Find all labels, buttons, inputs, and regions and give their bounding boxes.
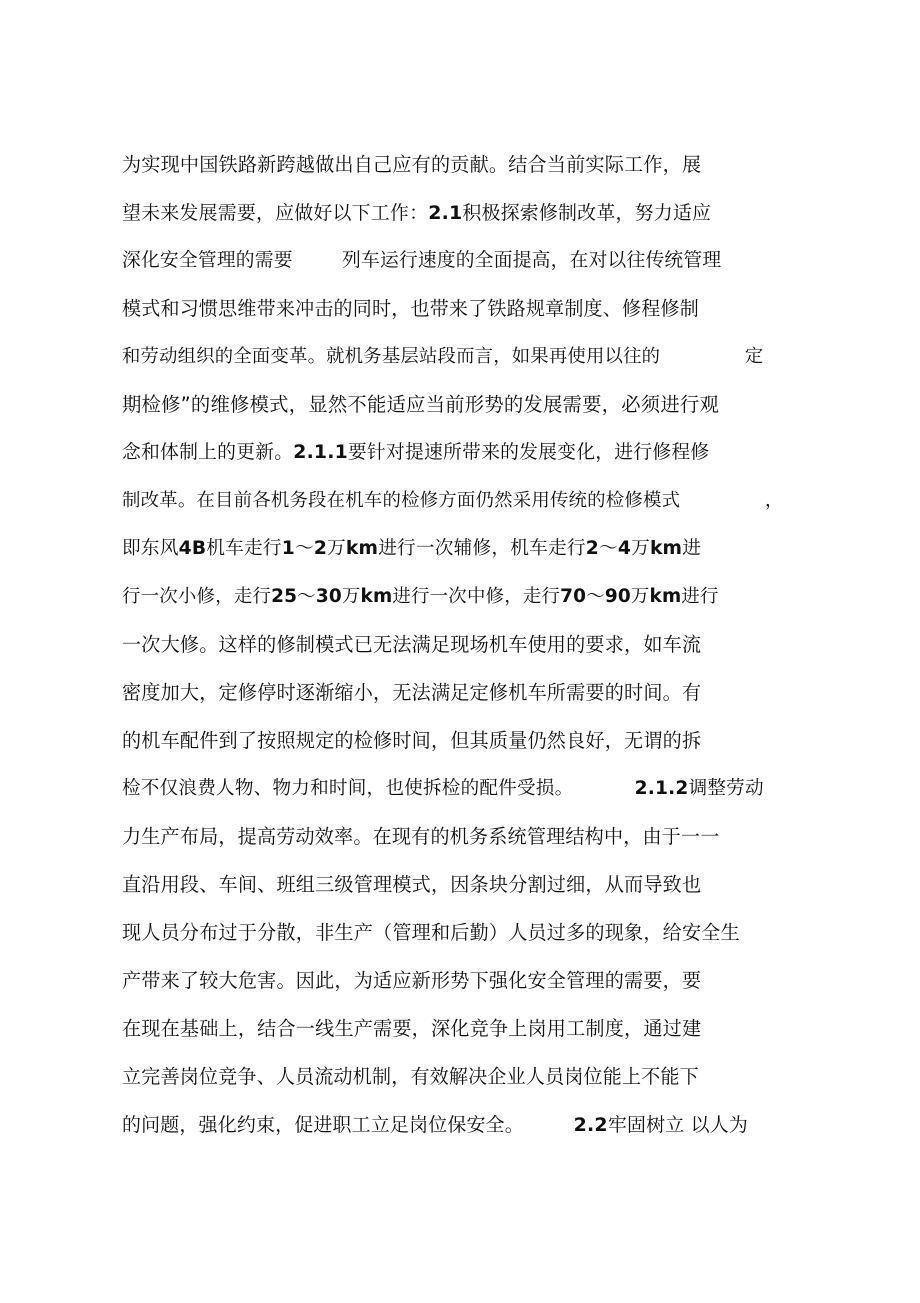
text-segment: 万 bbox=[341, 586, 361, 607]
section-number: 4B bbox=[178, 538, 207, 559]
text-segment: 制改革。在目前各机务段在机车的检修方面仍然采用传统的检修模式 ， bbox=[122, 490, 784, 511]
text-segment: 在现在基础上，结合一线生产需要，深化竞争上岗用工制度，通过建 bbox=[122, 1017, 702, 1040]
text-segment: 调整劳动 bbox=[688, 778, 764, 799]
section-number: 2.2 bbox=[573, 1114, 608, 1136]
section-number: 4 bbox=[617, 538, 632, 559]
section-number: 2 bbox=[585, 538, 599, 559]
section-number: 25 bbox=[271, 586, 298, 607]
text-segment: 进行 bbox=[681, 586, 719, 607]
section-number: km bbox=[360, 586, 393, 607]
text-segment: 〜 bbox=[598, 538, 618, 559]
text-line bbox=[122, 918, 740, 948]
section-number: km bbox=[649, 538, 683, 559]
text-segment: 牢固树立 以人为 bbox=[607, 1114, 748, 1136]
section-number: 30 bbox=[315, 586, 342, 607]
text-segment: 产带来了较大危害。因此，为适应新形势下强化安全管理的需要，要 bbox=[122, 969, 702, 992]
text-segment: 检不仅浪费人物、物力和时间，也使拆检的配件受损。 bbox=[122, 778, 635, 799]
text-segment: 万 bbox=[630, 586, 650, 607]
text-line bbox=[122, 150, 701, 180]
text-segment: 模式和习惯思维带来冲击的同时，也带来了铁路规章制度、修程修制 bbox=[122, 298, 699, 320]
text-segment: 直沿用段、车间、班组三级管理模式，因条块分割过细，从而导致也 bbox=[122, 873, 702, 896]
text-segment: 积极探索修制改革，努力适应 bbox=[462, 202, 712, 224]
text-segment: 现人员分布过于分散，非生产（管理和后勤）人员过多的现象，给安全生 bbox=[122, 921, 740, 944]
text-segment: 万 bbox=[631, 538, 650, 559]
text-line bbox=[122, 582, 719, 612]
text-line bbox=[122, 198, 711, 228]
text-segment: 的机车配件到了按照规定的检修时间，但其质量仍然良好，无谓的拆 bbox=[122, 729, 702, 752]
text-segment: 进 bbox=[682, 538, 702, 559]
text-line bbox=[122, 1110, 748, 1140]
text-line bbox=[122, 726, 701, 756]
text-line bbox=[122, 246, 721, 276]
text-segment: 为实现中国铁路新跨越做出自己应有的贡献。结合当前实际工作，展 bbox=[122, 153, 702, 176]
text-segment: 机车走行 bbox=[206, 538, 282, 559]
text-line bbox=[122, 822, 720, 852]
text-segment: 深化安全管理的需要 列车运行速度的全面提高，在对以往传统管理 bbox=[122, 250, 722, 271]
text-line bbox=[122, 294, 699, 324]
section-number: km bbox=[345, 538, 379, 559]
section-number: 70 bbox=[560, 586, 587, 607]
text-line bbox=[122, 486, 784, 516]
text-segment: 万 bbox=[327, 538, 346, 559]
section-number: 90 bbox=[604, 586, 631, 607]
text-segment: 进行一次中修，走行 bbox=[392, 586, 561, 607]
text-segment: 密度加大，定修停时逐渐缩小，无法满足定修机车所需要的时间。有 bbox=[122, 681, 702, 704]
text-segment: 行一次小修，走行 bbox=[122, 586, 272, 607]
text-segment: 即东风 bbox=[122, 538, 179, 559]
text-line bbox=[122, 342, 763, 372]
text-line bbox=[122, 774, 764, 804]
text-segment: 要针对提速所带来的发展变化，进行修程修 bbox=[347, 442, 710, 463]
section-number: 2 bbox=[313, 538, 328, 559]
text-line bbox=[122, 1014, 701, 1044]
text-line bbox=[122, 678, 701, 708]
text-line bbox=[122, 534, 701, 564]
text-segment: 的问题，强化约束，促进职工立足岗位保安全。 bbox=[122, 1114, 574, 1136]
text-segment: 立完善岗位竞争、人员流动机制，有效解决企业人员岗位能上不能下 bbox=[122, 1066, 699, 1088]
text-segment: 力生产布局，提高劳动效率。在现有的机务系统管理结构中，由于一一 bbox=[122, 825, 720, 848]
text-segment: 和劳动组织的全面变革。就机务基层站段而言，如果再使用以往的 定 bbox=[122, 346, 764, 367]
text-segment: 望未来发展需要，应做好以下工作： bbox=[122, 202, 429, 224]
section-number: 2.1.1 bbox=[293, 442, 348, 463]
text-segment: 〜 bbox=[294, 538, 314, 559]
text-line bbox=[122, 966, 701, 996]
text-segment: 〜 bbox=[297, 586, 316, 607]
text-line bbox=[122, 390, 719, 420]
section-number: 2.1 bbox=[428, 202, 463, 224]
section-number: 2.1.2 bbox=[634, 778, 689, 799]
text-line bbox=[122, 1062, 699, 1092]
text-segment: 〜 bbox=[586, 586, 605, 607]
text-line bbox=[122, 870, 701, 900]
section-number: 1 bbox=[281, 538, 295, 559]
text-line bbox=[122, 438, 709, 468]
text-segment: 一次大修。这样的修制模式已无法满足现场机车使用的要求，如车流 bbox=[122, 633, 702, 656]
text-segment: 期检修”的维修模式，显然不能适应当前形势的发展需要，必须进行观 bbox=[122, 393, 720, 416]
text-segment: 念和体制上的更新。 bbox=[122, 442, 294, 463]
text-line bbox=[122, 630, 701, 660]
section-number: km bbox=[649, 586, 682, 607]
text-segment: 进行一次辅修，机车走行 bbox=[378, 538, 586, 559]
